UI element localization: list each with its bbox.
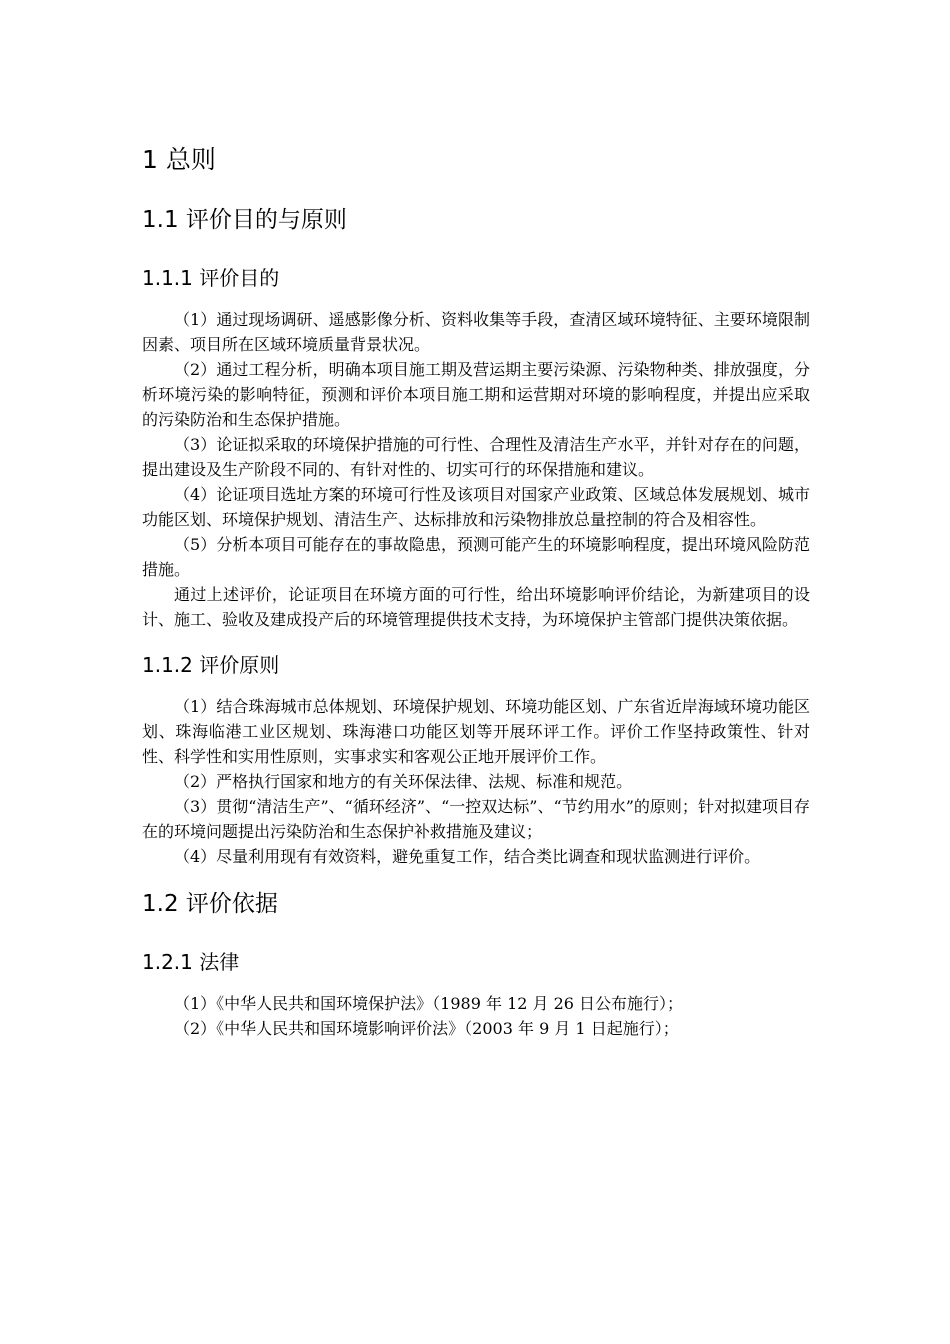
purpose-paragraph: （1）通过现场调研、遥感影像分析、资料收集等手段，查清区域环境特征、主要环境限制因素、项目所在区域环境质量背景状况。	[142, 310, 810, 354]
principle-paragraph: （2）严格执行国家和地方的有关环保法律、法规、标准和规范。	[174, 772, 633, 791]
purpose-paragraph: （4）论证项目选址方案的环境可行性及该项目对国家产业政策、区域总体发展规划、城市功能区划、环境保护规划、清洁生产、达标排放和污染物排放总量控制的符合及相容性。	[142, 485, 810, 529]
purpose-paragraph: （5）分析本项目可能存在的事故隐患，预测可能产生的环境影响程度，提出环境风险防范措施。	[142, 535, 810, 579]
chapter-heading: 1 总则	[142, 145, 216, 174]
laws-list	[142, 991, 810, 1041]
principle-paragraph: （4）尽量利用现有有效资料，避免重复工作，结合类比调查和现状监测进行评价。	[174, 847, 761, 866]
purpose-summary-paragraph: 通过上述评价，论证项目在环境方面的可行性，给出环境影响评价结论，为新建项目的设计、施工、验收及建成投产后的环境管理提供技术支持，为环境保护主管部门提供决策依据。	[142, 585, 810, 629]
subsection-heading-purpose: 1.1.1 评价目的	[142, 266, 280, 290]
principles-list	[142, 694, 810, 869]
purpose-paragraph: （2）通过工程分析，明确本项目施工期及营运期主要污染源、污染物种类、排放强度，分析环境污染的影响特征，预测和评价本项目施工期和运营期对环境的影响程度，并提出应采取的污染防治和生态保护措施。	[142, 360, 810, 429]
subsection-heading-principles: 1.1.2 评价原则	[142, 653, 280, 677]
law-item: （1）《中华人民共和国环境保护法》（1989 年 12 月 26 日公布施行）；	[174, 994, 684, 1013]
section-heading-purpose-principles: 1.1 评价目的与原则	[142, 207, 347, 233]
purpose-paragraph: （3）论证拟采取的环境保护措施的可行性、合理性及清洁生产水平，并针对存在的问题，提出建设及生产阶段不同的、有针对性的、切实可行的环保措施和建议。	[142, 435, 810, 479]
section-heading-basis: 1.2 评价依据	[142, 891, 278, 917]
subsection-heading-laws: 1.2.1 法律	[142, 950, 240, 974]
law-item: （2）《中华人民共和国环境影响评价法》（2003 年 9 月 1 日起施行）；	[174, 1019, 679, 1038]
purpose-list	[142, 307, 810, 632]
principle-paragraph: （3）贯彻“清洁生产”、“循环经济”、“一控双达标”、“节约用水”的原则；针对拟建项目存在的环境问题提出污染防治和生态保护补救措施及建议；	[142, 797, 810, 841]
principle-paragraph: （1）结合珠海城市总体规划、环境保护规划、环境功能区划、广东省近岸海域环境功能区划、珠海临港工业区规划、珠海港口功能区划等开展环评工作。评价工作坚持政策性、针对性、科学性和实用性原则，实事求实和客观公正地开展评价工作。	[142, 697, 810, 766]
